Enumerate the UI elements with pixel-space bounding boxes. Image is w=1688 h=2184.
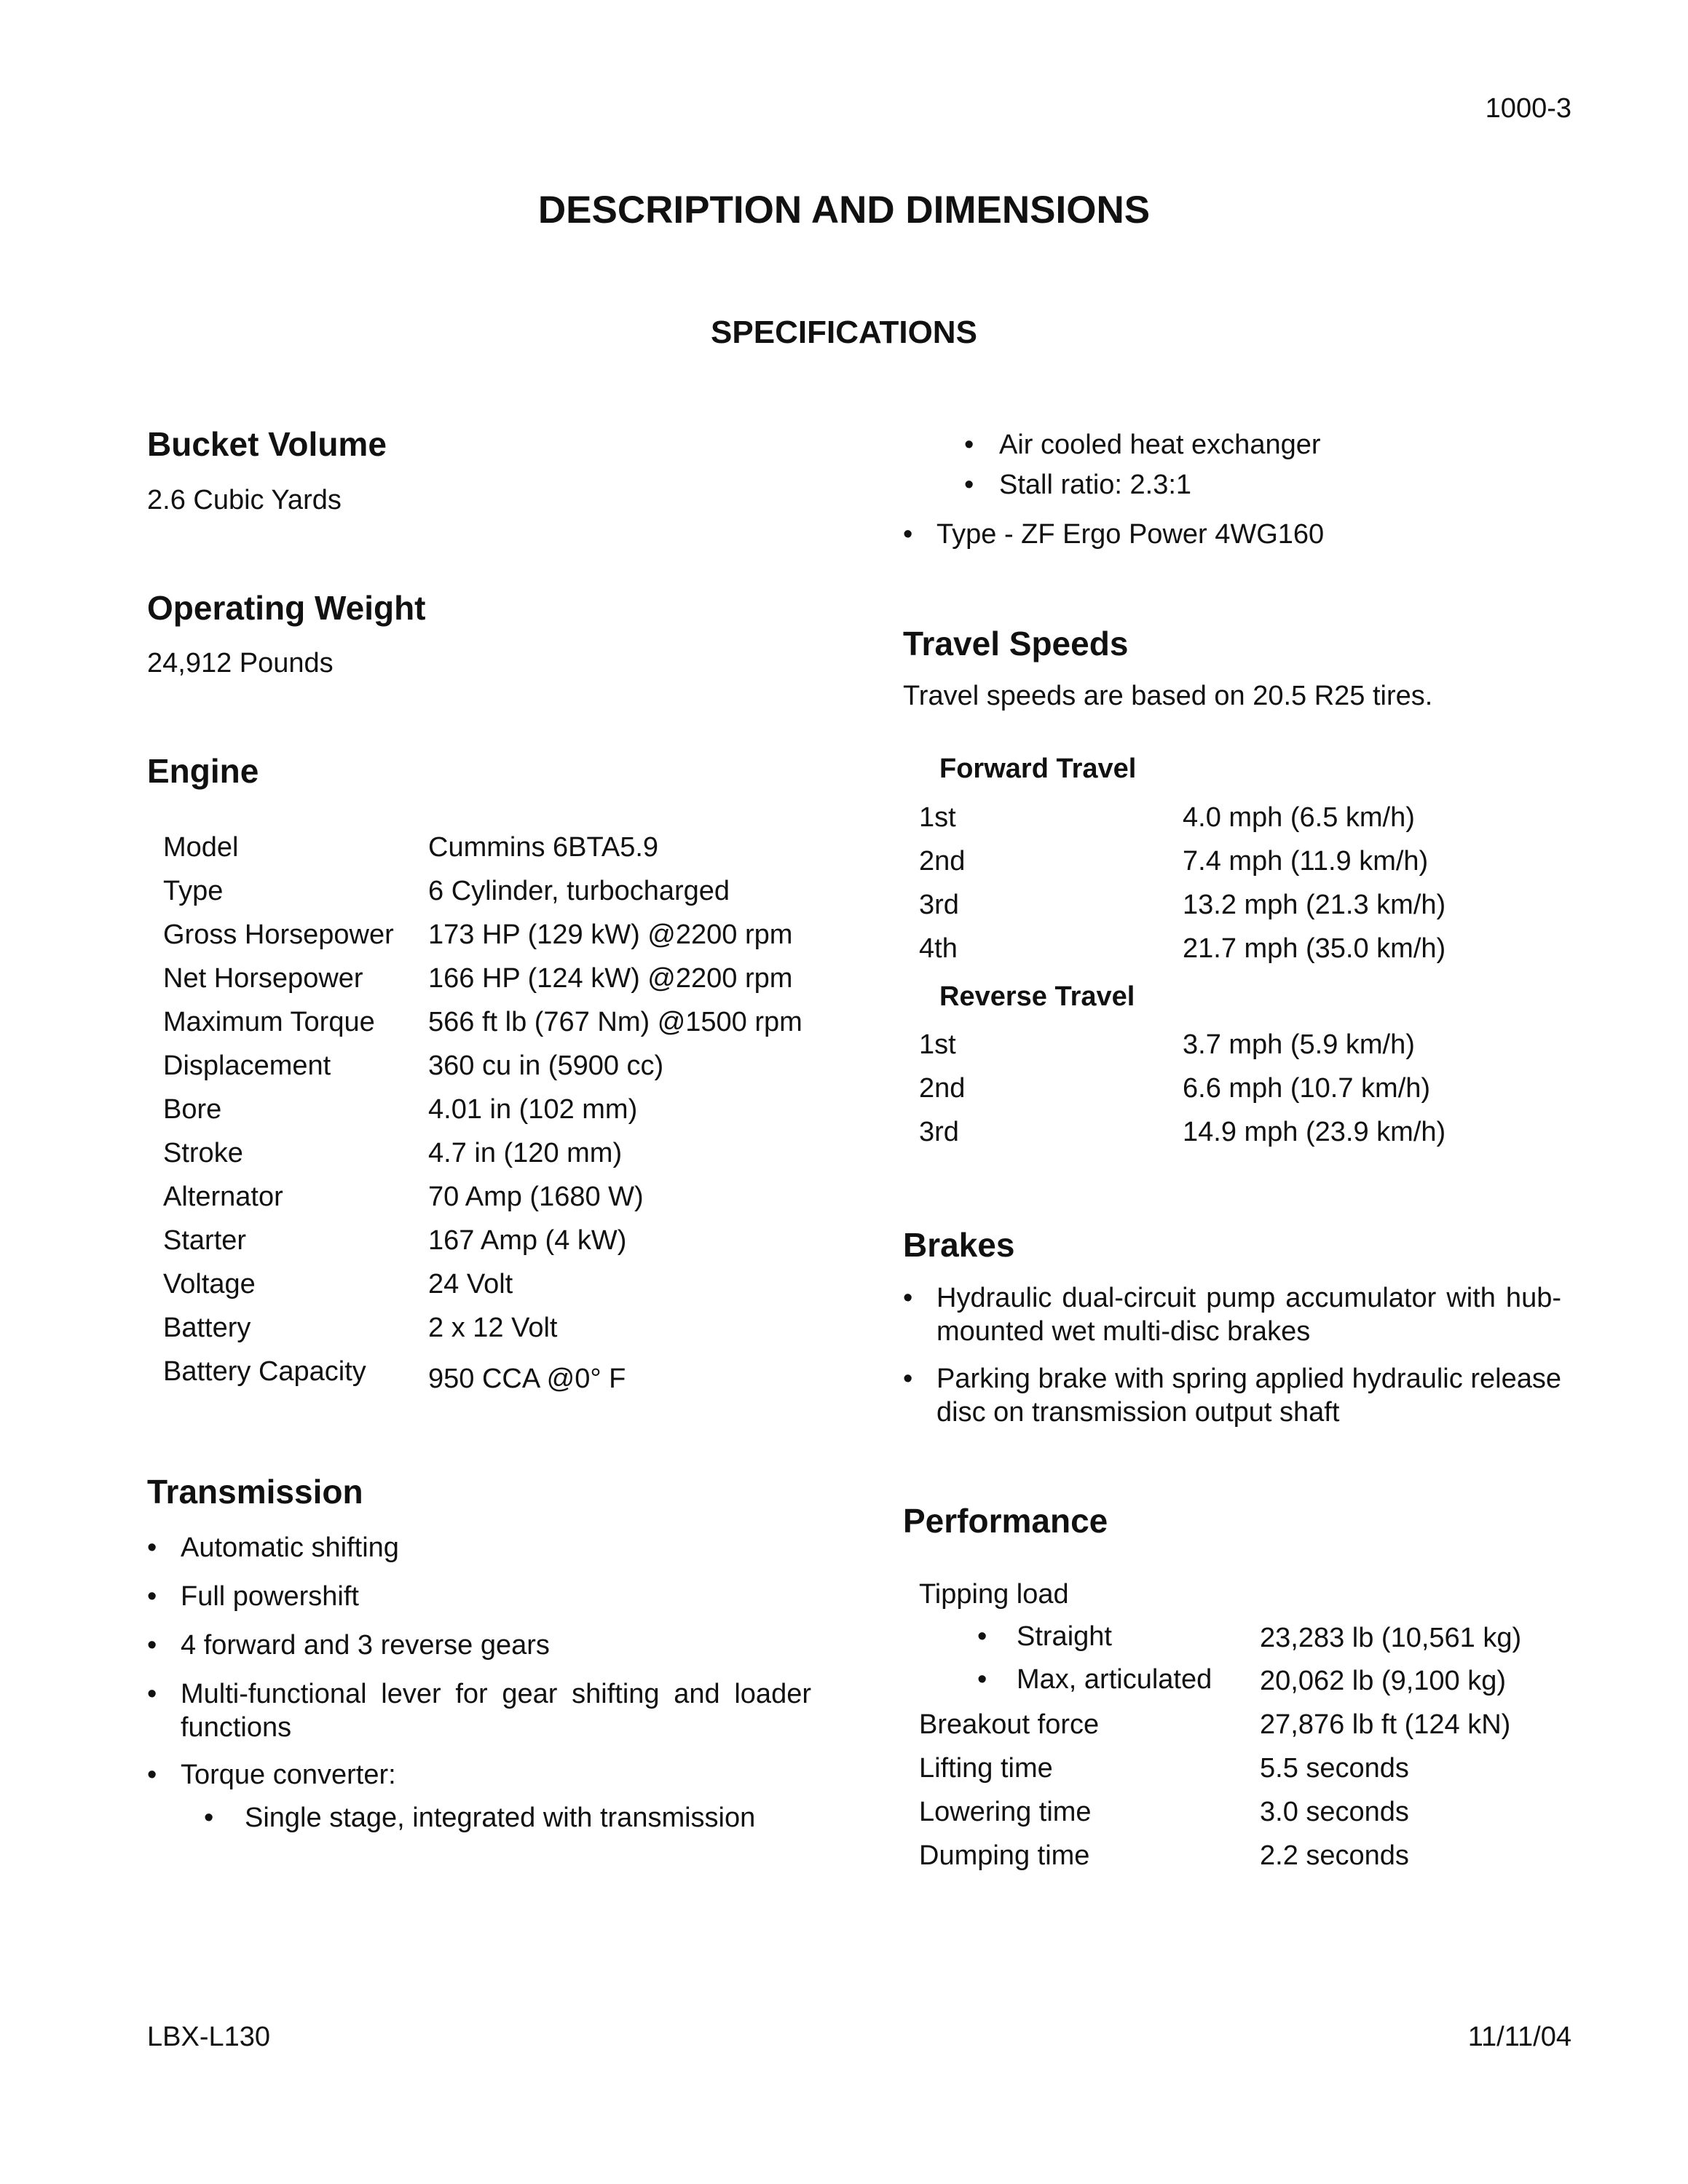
engine-value: Cummins 6BTA5.9	[428, 832, 659, 863]
engine-label: Net Horsepower	[163, 963, 363, 994]
engine-label: Displacement	[163, 1051, 331, 1081]
engine-heading: Engine	[147, 752, 259, 790]
performance-value: 5.5 seconds	[1260, 1753, 1409, 1784]
footer-model: LBX-L130	[147, 2022, 271, 2052]
list-item-text: Stall ratio: 2.3:1	[999, 470, 1192, 500]
gear-label: 3rd	[919, 1117, 959, 1147]
gear-speed: 4.0 mph (6.5 km/h)	[1183, 802, 1415, 833]
list-item: • Torque converter:	[147, 1760, 396, 1790]
gear-label: 2nd	[919, 1073, 966, 1104]
gear-label: 1st	[919, 1029, 956, 1060]
gear-speed: 14.9 mph (23.9 km/h)	[1183, 1117, 1446, 1147]
performance-label: Lowering time	[919, 1797, 1092, 1827]
engine-value: 566 ft lb (767 Nm) @1500 rpm	[428, 1007, 802, 1037]
list-item-text: Multi-functional lever for gear shifting and loader functions	[181, 1679, 811, 1743]
brakes-heading: Brakes	[903, 1226, 1015, 1264]
performance-label: Breakout force	[919, 1709, 1100, 1740]
list-item-text: 4 forward and 3 reverse gears	[181, 1630, 550, 1661]
performance-value: 2.2 seconds	[1260, 1840, 1409, 1871]
list-item: • Automatic shifting	[147, 1532, 399, 1563]
gear-speed: 21.7 mph (35.0 km/h)	[1183, 933, 1446, 964]
engine-label: Stroke	[163, 1138, 243, 1168]
engine-label: Battery Capacity	[163, 1356, 366, 1387]
list-item-text: Max, articulated	[1017, 1664, 1212, 1695]
engine-label: Type	[163, 876, 224, 906]
list-item-text: Single stage, integrated with transmission	[245, 1803, 756, 1833]
tipping-load-label: Tipping load	[919, 1579, 1069, 1610]
gear-speed: 7.4 mph (11.9 km/h)	[1183, 846, 1429, 877]
engine-label: Bore	[163, 1094, 222, 1125]
travel-heading: Travel Speeds	[903, 625, 1129, 662]
gear-speed: 13.2 mph (21.3 km/h)	[1183, 890, 1446, 920]
list-item: • Multi-functional lever for gear shifting and loader functions	[147, 1679, 811, 1743]
engine-label: Maximum Torque	[163, 1007, 375, 1037]
list-item-text: Torque converter:	[181, 1760, 396, 1790]
page-title: DESCRIPTION AND DIMENSIONS	[537, 189, 1151, 232]
list-item: • Parking brake with spring applied hydraulic release disc on transmission output shaft	[903, 1364, 1561, 1428]
list-item-text: Type - ZF Ergo Power 4WG160	[936, 519, 1325, 550]
performance-value: 20,062 lb (9,100 kg)	[1260, 1666, 1507, 1696]
reverse-travel-label: Reverse Travel	[939, 981, 1135, 1012]
sub-list-item: • Single stage, integrated with transmission	[204, 1803, 756, 1833]
list-item-text: Parking brake with spring applied hydraulic release disc on transmission output shaft	[936, 1364, 1561, 1428]
sub-list-item: • Straight	[977, 1621, 1112, 1652]
engine-value: 166 HP (124 kW) @2200 rpm	[428, 963, 793, 994]
performance-label: Dumping time	[919, 1840, 1090, 1871]
engine-value: 360 cu in (5900 cc)	[428, 1051, 664, 1081]
list-item: • 4 forward and 3 reverse gears	[147, 1630, 550, 1661]
engine-label: Starter	[163, 1225, 247, 1256]
engine-label: Gross Horsepower	[163, 919, 394, 950]
engine-label: Model	[163, 832, 239, 863]
performance-label: Lifting time	[919, 1753, 1053, 1784]
engine-value: 2 x 12 Volt	[428, 1313, 558, 1343]
sub-list-item: • Air cooled heat exchanger	[964, 430, 1321, 460]
page-number: 1000-3	[1485, 93, 1571, 124]
list-item: • Type - ZF Ergo Power 4WG160	[903, 519, 1325, 550]
bucket-value: 2.6 Cubic Yards	[147, 485, 342, 515]
engine-label: Alternator	[163, 1182, 283, 1212]
gear-label: 3rd	[919, 890, 959, 920]
performance-value: 3.0 seconds	[1260, 1797, 1409, 1827]
performance-heading: Performance	[903, 1502, 1108, 1540]
weight-heading: Operating Weight	[147, 589, 426, 627]
sub-list-item: • Stall ratio: 2.3:1	[964, 470, 1192, 500]
list-item-text: Hydraulic dual-circuit pump accumulator with hub-mounted wet multi-disc brakes	[936, 1283, 1561, 1347]
engine-value: 6 Cylinder, turbocharged	[428, 876, 730, 906]
engine-label: Battery	[163, 1313, 251, 1343]
list-item: • Hydraulic dual-circuit pump accumulator with hub-mounted wet multi-disc brakes	[903, 1283, 1561, 1347]
gear-speed: 6.6 mph (10.7 km/h)	[1183, 1073, 1431, 1104]
section-title: SPECIFICATIONS	[711, 314, 977, 350]
engine-value: 24 Volt	[428, 1269, 513, 1299]
gear-label: 1st	[919, 802, 956, 833]
performance-value: 23,283 lb (10,561 kg)	[1260, 1623, 1522, 1653]
engine-value: 173 HP (129 kW) @2200 rpm	[428, 919, 793, 950]
gear-label: 4th	[919, 933, 958, 964]
engine-value: 4.7 in (120 mm)	[428, 1138, 623, 1168]
list-item-text: Automatic shifting	[181, 1532, 399, 1563]
performance-value: 27,876 lb ft (124 kN)	[1260, 1709, 1511, 1740]
transmission-heading: Transmission	[147, 1473, 363, 1511]
list-item-text: Straight	[1017, 1621, 1112, 1652]
bucket-heading: Bucket Volume	[147, 425, 387, 463]
engine-value: 167 Amp (4 kW)	[428, 1225, 627, 1256]
weight-value: 24,912 Pounds	[147, 648, 334, 678]
sub-list-item: • Max, articulated	[977, 1664, 1212, 1695]
engine-value: 4.01 in (102 mm)	[428, 1094, 638, 1125]
footer-date: 11/11/04	[1467, 2022, 1571, 2052]
travel-note: Travel speeds are based on 20.5 R25 tires.	[903, 681, 1433, 711]
engine-value: 70 Amp (1680 W)	[428, 1182, 644, 1212]
gear-label: 2nd	[919, 846, 966, 877]
list-item-text: Full powershift	[181, 1581, 359, 1612]
list-item: • Full powershift	[147, 1581, 359, 1612]
list-item-text: Air cooled heat exchanger	[999, 430, 1321, 460]
engine-label: Voltage	[163, 1269, 256, 1299]
forward-travel-label: Forward Travel	[939, 753, 1137, 784]
engine-value: 950 CCA @0° F	[428, 1364, 626, 1394]
gear-speed: 3.7 mph (5.9 km/h)	[1183, 1029, 1415, 1060]
